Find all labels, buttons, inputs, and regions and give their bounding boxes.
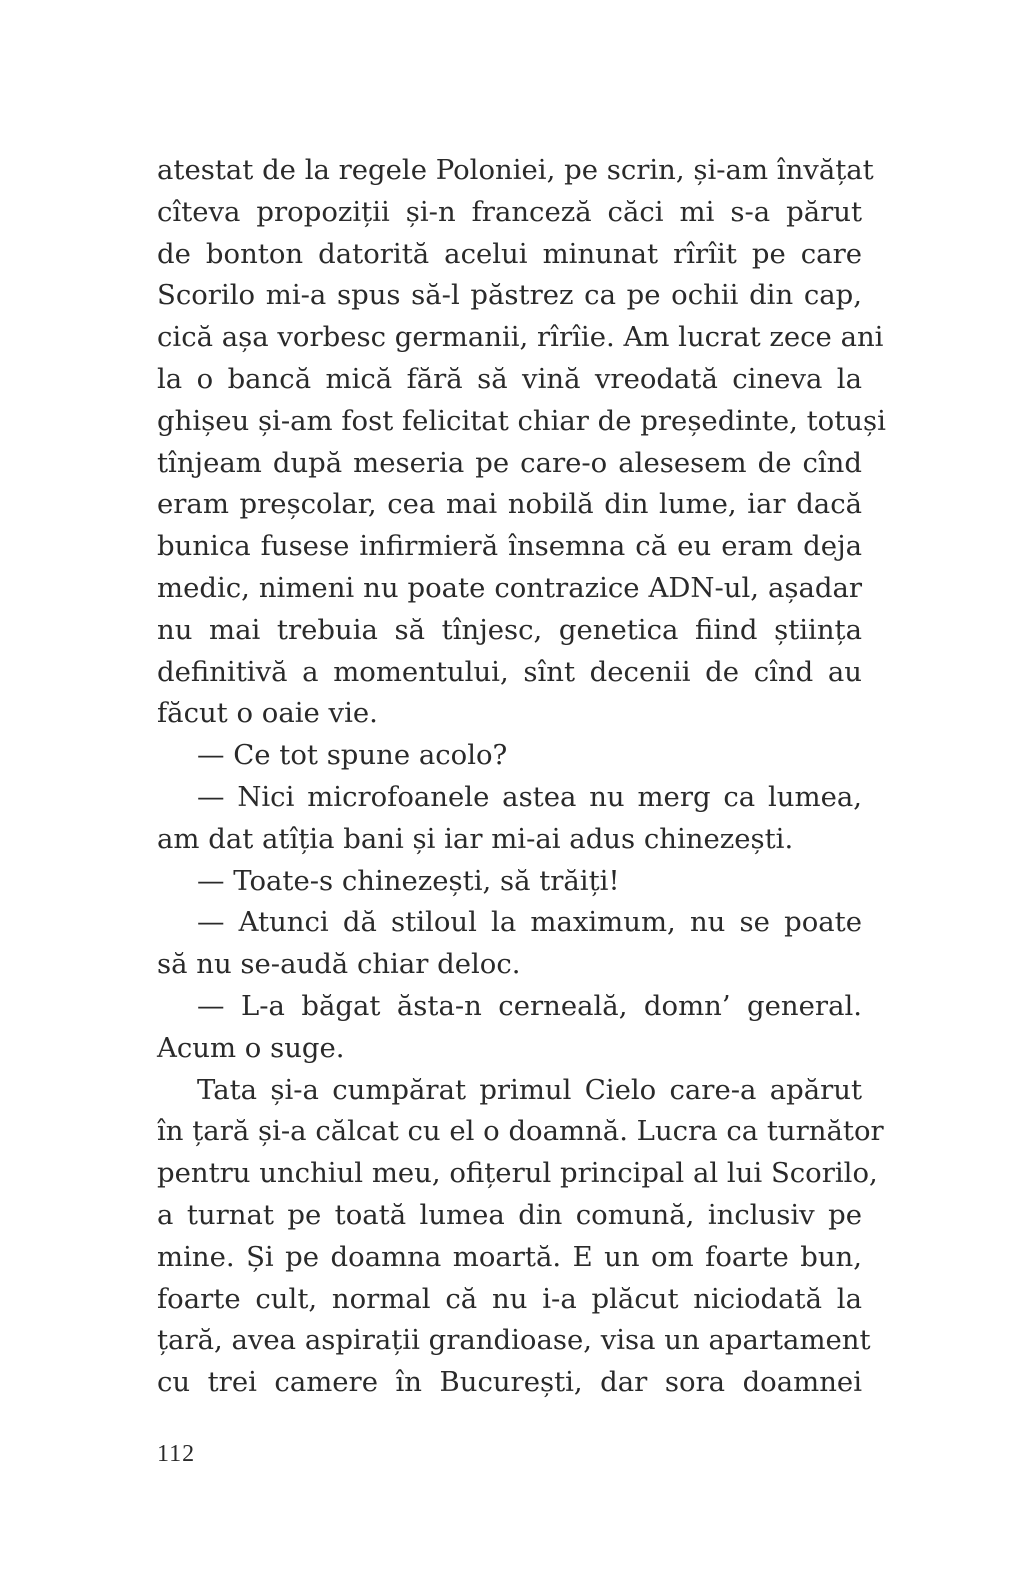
text-line: Acum o suge.: [157, 1031, 345, 1064]
text-line: foarte cult, normal că nu i-a plăcut niciodată la: [157, 1282, 862, 1315]
text-line: în țară și-a călcat cu el o doamnă. Lucra ca turnător: [157, 1115, 884, 1148]
text-line: ghișeu și-am fost felicitat chiar de președinte, totuși: [157, 404, 886, 437]
text-line: a turnat pe toată lumea din comună, inclusiv pe: [157, 1198, 862, 1231]
text-line: țară, avea aspirații grandioase, visa un apartament: [157, 1324, 871, 1357]
page-number: 112: [157, 1441, 196, 1467]
text-line: pentru unchiul meu, ofițerul principal al lui Scorilo,: [157, 1157, 878, 1190]
text-line: la o bancă mică fără să vină vreodată cineva la: [157, 362, 862, 395]
dialogue-line: — Nici microfoanele astea nu merg ca lumea,: [197, 780, 862, 813]
text-line: am dat atîția bani și iar mi-ai adus chinezești.: [157, 822, 794, 855]
text-line: făcut o oaie vie.: [157, 697, 378, 730]
text-line: cu trei camere în București, dar sora doamnei: [157, 1366, 862, 1399]
text-line: eram preșcolar, cea mai nobilă din lume, iar dacă: [157, 488, 862, 521]
text-line: definitivă a momentului, sînt decenii de cînd au: [157, 655, 862, 688]
dialogue-line: — L-a băgat ăsta-n cerneală, domn’ general.: [197, 989, 862, 1022]
text-line: atestat de la regele Poloniei, pe scrin, și-am învățat: [157, 154, 874, 186]
text-line: cîteva propoziții și-n franceză căci mi s-a părut: [157, 195, 862, 228]
text-line: Scorilo mi-a spus să-l păstrez ca pe ochii din cap,: [157, 279, 862, 312]
dialogue-line: — Atunci dă stiloul la maximum, nu se poate: [197, 906, 862, 939]
text-line: tînjeam după meseria pe care-o alesesem de cînd: [157, 446, 862, 479]
dialogue-line: — Toate-s chinezești, să trăiți!: [197, 864, 620, 897]
text-line: nu mai trebuia să tînjesc, genetica fiind știința: [157, 613, 862, 646]
text-line: cică așa vorbesc germanii, rîrîie. Am lucrat zece ani: [157, 321, 884, 354]
text-line: să nu se-audă chiar deloc.: [157, 948, 521, 981]
text-line: medic, nimeni nu poate contrazice ADN-ul, așadar: [157, 571, 862, 604]
dialogue-line: — Ce tot spune acolo?: [197, 739, 508, 772]
text-line: bunica fusese infirmieră însemna că eu eram deja: [157, 530, 862, 563]
text-line: de bonton datorită acelui minunat rîrîit pe care: [157, 237, 862, 270]
text-line: mine. Și pe doamna moartă. E un om foarte bun,: [157, 1240, 862, 1273]
paragraph-first-line: Tata și-a cumpărat primul Cielo care-a apărut: [197, 1073, 862, 1106]
body-text: [157, 150, 886, 1404]
